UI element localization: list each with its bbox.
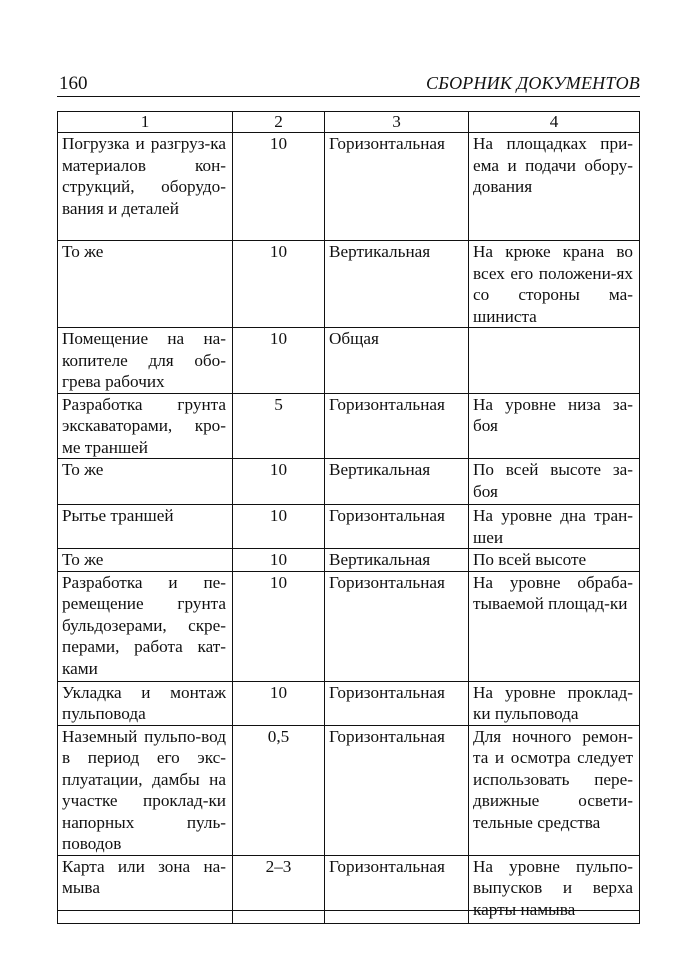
table-row — [58, 133, 640, 241]
plane-cell: Горизонтальная — [325, 133, 469, 241]
illuminance-cell: 10 — [233, 328, 325, 394]
plane-cell: Горизонтальная — [325, 571, 469, 681]
work-type-cell: Карта или зона на-мыва — [58, 855, 233, 923]
work-type-cell: То же — [58, 549, 233, 572]
plane-cell: Горизонтальная — [325, 505, 469, 549]
running-title: СБОРНИК ДОКУМЕНТОВ — [426, 73, 640, 93]
table-row — [58, 505, 640, 549]
table-row — [58, 681, 640, 725]
work-type-cell: Разработка и пе-ремещение грунта бульдозерами, скре-перами, работа кат-ками — [58, 571, 233, 681]
location-cell: По всей высоте — [469, 549, 640, 572]
column-header: 1 — [58, 112, 233, 133]
illuminance-cell: 10 — [233, 571, 325, 681]
illuminance-cell: 2–3 — [233, 855, 325, 923]
lighting-requirements-table — [57, 111, 640, 924]
plane-cell: Горизонтальная — [325, 725, 469, 855]
column-header: 3 — [325, 112, 469, 133]
table-row — [58, 241, 640, 328]
illuminance-cell: 10 — [233, 459, 325, 505]
plane-cell: Горизонтальная — [325, 393, 469, 459]
illuminance-cell: 5 — [233, 393, 325, 459]
illuminance-cell: 10 — [233, 505, 325, 549]
work-type-cell: Рытье траншей — [58, 505, 233, 549]
plane-cell: Горизонтальная — [325, 855, 469, 923]
column-header: 2 — [233, 112, 325, 133]
column-header: 4 — [469, 112, 640, 133]
location-cell: Для ночного ремон-та и осмотра следует использовать пере-движные освети-тельные средства — [469, 725, 640, 855]
plane-cell: Вертикальная — [325, 241, 469, 328]
work-type-cell: Разработка грунта экскаваторами, кро-ме траншей — [58, 393, 233, 459]
table-row — [58, 328, 640, 394]
page-number: 160 — [59, 73, 88, 94]
location-cell: На площадках при-ема и подачи обору-дования — [469, 133, 640, 241]
page-header — [57, 72, 640, 97]
plane-cell: Горизонтальная — [325, 681, 469, 725]
illuminance-cell: 0,5 — [233, 725, 325, 855]
table-header-row — [58, 112, 640, 133]
location-cell: На уровне низа за-боя — [469, 393, 640, 459]
plane-cell: Вертикальная — [325, 549, 469, 572]
illuminance-cell: 10 — [233, 241, 325, 328]
table-row — [58, 393, 640, 459]
plane-cell: Вертикальная — [325, 459, 469, 505]
location-cell: На крюке крана во всех его положени-ях со стороны ма-шиниста — [469, 241, 640, 328]
table-row — [58, 855, 640, 923]
illuminance-cell: 10 — [233, 133, 325, 241]
location-cell: На уровне обраба-тываемой площад-ки — [469, 571, 640, 681]
work-type-cell: То же — [58, 241, 233, 328]
plane-cell: Общая — [325, 328, 469, 394]
location-cell: На уровне дна тран-шеи — [469, 505, 640, 549]
location-cell: По всей высоте за-боя — [469, 459, 640, 505]
work-type-cell: Наземный пульпо-вод в период его экс-плуатации, дамбы на участке проклад-ки напорных пуль-поводов — [58, 725, 233, 855]
work-type-cell: Погрузка и разгруз-ка материалов кон-струкций, оборудо-вания и деталей — [58, 133, 233, 241]
location-cell: На уровне пульпо-выпусков и верха карты намыва — [469, 855, 640, 923]
table-row — [58, 571, 640, 681]
bottom-rule — [57, 910, 640, 911]
location-cell — [469, 328, 640, 394]
work-type-cell: То же — [58, 459, 233, 505]
location-cell: На уровне проклад-ки пульповода — [469, 681, 640, 725]
work-type-cell: Укладка и монтаж пульповода — [58, 681, 233, 725]
table-row — [58, 459, 640, 505]
table-row — [58, 725, 640, 855]
table-row — [58, 549, 640, 572]
illuminance-cell: 10 — [233, 681, 325, 725]
illuminance-cell: 10 — [233, 549, 325, 572]
work-type-cell: Помещение на на-копителе для обо-грева рабочих — [58, 328, 233, 394]
